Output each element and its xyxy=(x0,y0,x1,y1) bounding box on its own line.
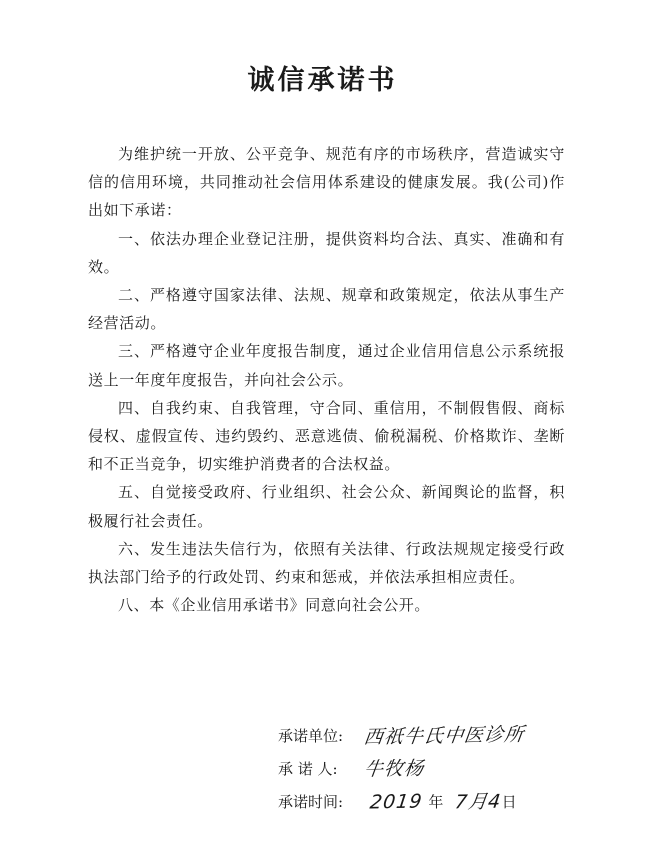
paragraph-item-5: 五、自觉接受政府、行业组织、社会公众、新闻舆论的监督，积极履行社会责任。 xyxy=(88,483,565,530)
paragraph-intro: 为维护统一开放、公平竞争、规范有序的市场秩序，营造诚实守信的信用环境，共同推动社会信用体系建设的健康发展。我(公司)作出如下承诺： xyxy=(88,145,565,220)
document-title: 诚信承诺书 xyxy=(247,65,398,96)
person-label: 承 诺 人: xyxy=(278,760,338,778)
date-year-handwritten: 2019 xyxy=(368,790,424,814)
paragraph-item-2: 二、严格遵守国家法律、法规、规章和政策规定，依法从事生产经营活动。 xyxy=(88,286,565,333)
unit-label: 承诺单位: xyxy=(278,727,344,745)
date-day-unit: 日 xyxy=(501,793,517,811)
paragraph-item-6: 六、发生违法失信行为，依照有关法律、行政法规规定接受行政执法部门给予的行政处罚、约束和惩戒，并依法承担相应责任。 xyxy=(88,539,565,587)
date-month-day-handwritten: 7月4 xyxy=(454,790,504,814)
paragraph-item-1: 一、依法办理企业登记注册，提供资料均合法、真实、准确和有效。 xyxy=(88,229,565,276)
person-handwritten: 牛牧杨 xyxy=(362,757,426,781)
unit-handwritten: 西祇牛氏中医诊所 xyxy=(362,723,526,749)
paragraph-item-3: 三、严格遵守企业年度报告制度，通过企业信用信息公示系统报送上一年度年度报告，并向社会公示。 xyxy=(88,342,565,389)
signature-date-row xyxy=(278,786,524,819)
date-year-unit: 年 xyxy=(428,793,444,811)
document-body xyxy=(88,140,565,619)
paragraph-item-4: 四、自我约束、自我管理，守合同、重信用，不制假售假、商标侵权、虚假宣传、违约毁约、恶意逃债、偷税漏税、价格欺诈、垄断和不正当竞争，切实维护消费者的合法权益。 xyxy=(88,398,565,474)
signature-block xyxy=(278,720,524,819)
signature-unit-row xyxy=(278,720,524,753)
date-label: 承诺时间: xyxy=(278,793,344,811)
signature-person-row xyxy=(278,753,524,786)
paragraph-item-8: 八、本《企业信用承诺书》同意向社会公开。 xyxy=(118,596,431,615)
